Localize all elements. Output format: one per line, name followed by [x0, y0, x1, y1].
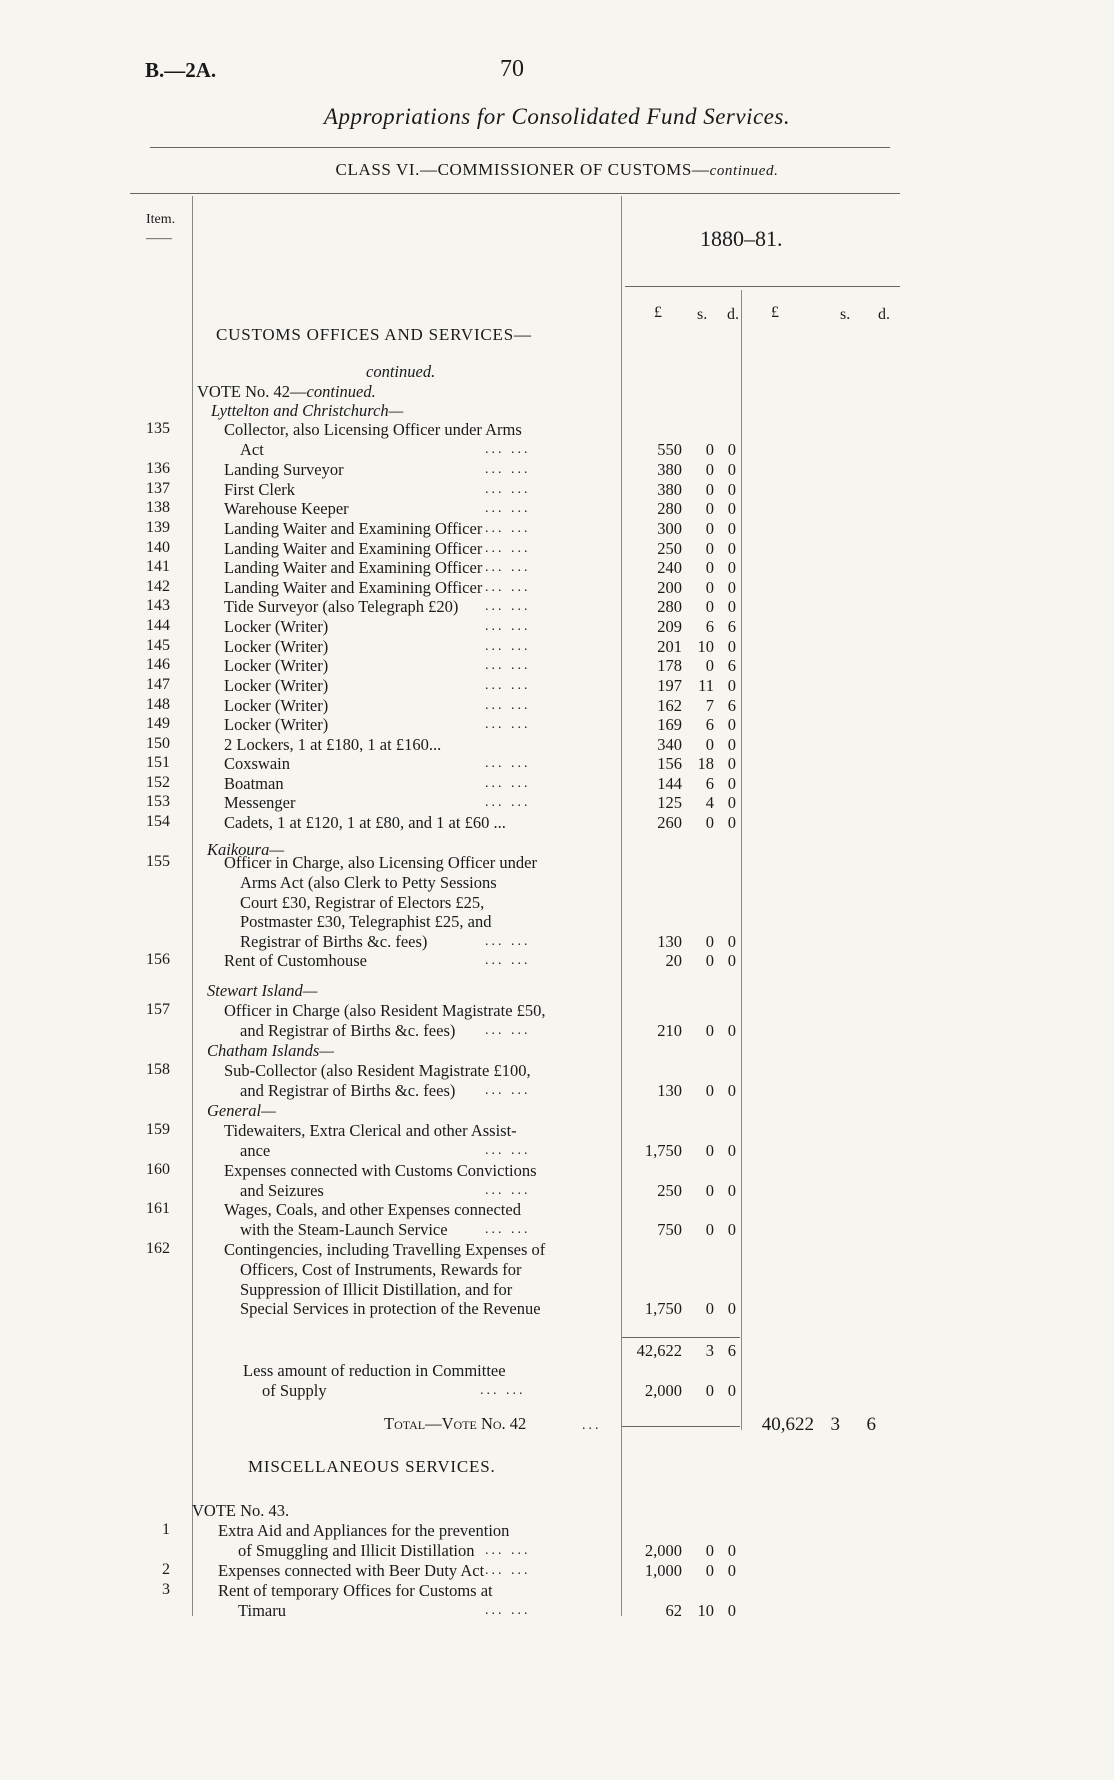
- vote-42-row-amount-pence: 0: [727, 637, 736, 656]
- vote-42-row-amount-shillings: 18: [697, 754, 714, 773]
- vote-42-row-amount-shillings: 0: [705, 932, 714, 952]
- page-number: 70: [500, 56, 524, 82]
- vote-42-row-description-line: Act: [240, 439, 264, 459]
- vote-42-row-amount-shillings: 0: [705, 1140, 714, 1160]
- vote-42-row-item-number: 150: [146, 735, 170, 752]
- vote-42-row-amount-pounds: 1,750: [644, 1140, 682, 1160]
- vote-42-row-leader-dots: ... ...: [485, 717, 531, 732]
- vote-42-row-description-line: Arms Act (also Clerk to Petty Sessions: [240, 872, 497, 892]
- vote-42-row-leader-dots: ... ...: [485, 678, 531, 693]
- vote-42-row-amount-pence: 0: [727, 951, 736, 970]
- vote-42-row-leader-dots: ... ...: [485, 501, 531, 516]
- vote-42-row-description-line: Landing Surveyor: [224, 460, 344, 479]
- vote-42-row-amount-pence: 0: [727, 754, 736, 773]
- vote-42-row-amount-shillings: 6: [705, 617, 714, 636]
- vote-42-row-amount-shillings: 0: [705, 1020, 714, 1040]
- vote-42-row-leader-dots: ... ...: [485, 698, 531, 713]
- vote-42-row-amount-shillings: 0: [705, 656, 714, 675]
- vote-42-row-leader-dots: ... ...: [485, 776, 531, 791]
- vote-43-row-amount-pence: 0: [727, 1540, 736, 1560]
- vote-42-row-amount-shillings: 0: [705, 951, 714, 970]
- vote-43-row-item-number: 2: [162, 1561, 170, 1578]
- vote-42-row-description-line: Contingencies, including Travelling Expenses of: [224, 1240, 546, 1259]
- vote-42-row-amount-shillings: 0: [705, 1219, 714, 1239]
- vote-42-row-amount-pounds: 1,750: [644, 1299, 682, 1319]
- vote-42-row-amount-pounds: 200: [657, 578, 682, 597]
- header-rule: [130, 193, 900, 194]
- vote-42-row-item-number: 151: [146, 754, 170, 771]
- vote-42-row-leader-dots: ... ...: [485, 658, 531, 673]
- shilling-header-1: s.: [697, 306, 708, 323]
- vote-42-row-amount-pence: 0: [727, 597, 736, 616]
- vote-42-row-amount-pounds: 209: [657, 617, 682, 636]
- vote-42-row-leader-dots: ... ...: [485, 639, 531, 654]
- vote-42-row-description-line: Warehouse Keeper: [224, 499, 349, 518]
- vote-42-row-amount-pence: 0: [727, 539, 736, 558]
- vote-42-row-item-number: 154: [146, 813, 170, 830]
- vote-43-row-leader-dots: ... ...: [485, 1542, 531, 1558]
- vote-42-row-item-number: 144: [146, 617, 170, 634]
- vote-42-row-amount-pence: 0: [727, 480, 736, 499]
- vote-42-row-description-line: Boatman: [224, 774, 284, 793]
- vote-42-row-amount-pence: 0: [727, 439, 736, 459]
- vote-42-row-amount-shillings: 6: [705, 715, 714, 734]
- vote-43-row-description-line: of Smuggling and Illicit Distillation: [238, 1540, 475, 1560]
- vote-42-row-description-line: 2 Lockers, 1 at £180, 1 at £160...: [224, 735, 442, 754]
- section-heading-customs: CUSTOMS OFFICES AND SERVICES—: [216, 325, 532, 344]
- vote-42-row-leader-dots: ... ...: [485, 795, 531, 810]
- vote-42-row-leader-dots: ... ...: [485, 1022, 531, 1038]
- vote-43-row-amount-shillings: 0: [705, 1540, 714, 1560]
- amount-column-rule: [621, 196, 622, 1616]
- vote-42-row-amount-shillings: 0: [705, 480, 714, 499]
- vote-42-row-amount-pounds: 280: [657, 499, 682, 518]
- item-column-rule: [192, 196, 193, 1616]
- class-heading: CLASS VI.—COMMISSIONER OF CUSTOMS—continued.: [335, 160, 779, 179]
- vote-43-row-leader-dots: ... ...: [485, 1602, 531, 1618]
- pound-header-1: £: [654, 304, 662, 321]
- subtotal-column-rule: [741, 290, 742, 1430]
- vote-42-row-amount-shillings: 0: [705, 460, 714, 479]
- vote-42-row-description-line: Coxswain: [224, 754, 290, 773]
- vote-42-row-amount-pounds: 250: [657, 1180, 682, 1200]
- subheading-kaikoura: Kaikoura—: [207, 840, 285, 859]
- vote-42-row-leader-dots: ... ...: [485, 619, 531, 634]
- vote-42-row-amount-shillings: 0: [705, 519, 714, 538]
- shilling-header-2: s.: [840, 306, 851, 323]
- document-ref: B.—2A.: [145, 58, 217, 82]
- vote-43-row-amount-shillings: 10: [697, 1600, 714, 1620]
- vote-42-row-item-number: 142: [146, 578, 170, 595]
- item-header-dash: ——: [146, 230, 172, 245]
- vote-42-row-description-line: Officer in Charge (also Resident Magistrate £50,: [224, 1001, 546, 1020]
- vote-42-row-description-line: with the Steam-Launch Service: [240, 1219, 448, 1239]
- vote-42-row-description-line: Cadets, 1 at £120, 1 at £80, and 1 at £60 ...: [224, 813, 506, 832]
- vote-42-row-leader-dots: ... ...: [485, 462, 531, 477]
- vote-42-row-amount-pounds: 280: [657, 597, 682, 616]
- vote-42-row-amount-shillings: 0: [705, 597, 714, 616]
- year-rule: [625, 286, 900, 287]
- vote-42-row-amount-shillings: 0: [705, 1180, 714, 1200]
- vote-43-row-description-line: Expenses connected with Beer Duty Act: [218, 1561, 485, 1580]
- vote-42-row-leader-dots: ... ...: [485, 1142, 531, 1158]
- vote-42-row-item-number: 148: [146, 696, 170, 713]
- vote-42-row-amount-pounds: 210: [657, 1020, 682, 1040]
- vote-42-row-item-number: 159: [146, 1121, 170, 1138]
- vote-42-row-amount-pence: 0: [727, 813, 736, 832]
- section-continued: continued.: [366, 362, 436, 381]
- vote-43-row-amount-shillings: 0: [705, 1561, 714, 1580]
- vote-42-row-item-number: 147: [146, 676, 170, 693]
- vote-42-row-amount-pounds: 240: [657, 558, 682, 577]
- vote-42-row-amount-shillings: 0: [705, 735, 714, 754]
- vote-42-row-amount-pounds: 340: [657, 735, 682, 754]
- pence-header-2: d.: [878, 306, 890, 323]
- vote-42-row-description-line: and Registrar of Births &c. fees): [240, 1020, 456, 1040]
- vote-42-heading: VOTE No. 42—continued.: [197, 382, 376, 401]
- vote-42-row-description-line: Landing Waiter and Examining Officer: [224, 539, 483, 558]
- vote-42-row-amount-pounds: 380: [657, 480, 682, 499]
- vote-42-row-leader-dots: ... ...: [485, 441, 531, 457]
- vote-42-row-amount-shillings: 0: [705, 539, 714, 558]
- vote-42-row-amount-pounds: 144: [657, 774, 682, 793]
- vote-42-row-item-number: 137: [146, 480, 170, 497]
- vote-42-row-leader-dots: ... ...: [485, 953, 531, 968]
- vote-43-row-description-line: Timaru: [238, 1600, 286, 1620]
- vote-42-row-item-number: 152: [146, 774, 170, 791]
- vote-42-row-item-number: 141: [146, 558, 170, 575]
- vote-42-row-item-number: 143: [146, 597, 170, 614]
- vote-43-row-amount-pounds: 2,000: [644, 1540, 682, 1560]
- vote-42-row-amount-pounds: 178: [657, 656, 682, 675]
- vote-42-row-amount-pence: 0: [727, 1299, 736, 1319]
- vote-42-row-amount-shillings: 0: [705, 1080, 714, 1100]
- vote-42-row-amount-shillings: 11: [698, 676, 714, 695]
- vote-42-row-amount-pence: 0: [727, 676, 736, 695]
- vote-42-row-description-line: Rent of Customhouse: [224, 951, 367, 970]
- vote-42-row-amount-pence: 6: [727, 696, 736, 715]
- vote-42-row-description-line: Landing Waiter and Examining Officer: [224, 558, 483, 577]
- vote-42-row-description-line: Officer in Charge, also Licensing Officer under: [224, 853, 537, 872]
- vote-42-row-description-line: Landing Waiter and Examining Officer: [224, 578, 483, 597]
- vote-42-row-description-line: Suppression of Illicit Distillation, and for: [240, 1279, 513, 1299]
- vote-42-row-description-line: Landing Waiter and Examining Officer: [224, 519, 483, 538]
- vote-42-row-item-number: 136: [146, 460, 170, 477]
- vote-43-row-description-line: Extra Aid and Appliances for the prevention: [218, 1521, 510, 1540]
- vote-42-row-amount-pence: 6: [727, 617, 736, 636]
- reduction-line-1: Less amount of reduction in Committee: [243, 1361, 506, 1380]
- vote-43-heading: VOTE No. 43.: [192, 1501, 290, 1520]
- vote-43-row-description-line: Rent of temporary Offices for Customs at: [218, 1581, 493, 1600]
- vote-42-row-item-number: 138: [146, 499, 170, 516]
- vote-42-row-item-number: 157: [146, 1001, 170, 1018]
- vote-42-row-amount-pounds: 162: [657, 696, 682, 715]
- vote-43-row-amount-pounds: 62: [665, 1600, 682, 1620]
- vote-42-row-amount-pence: 0: [727, 558, 736, 577]
- vote-42-row-description-line: Tidewaiters, Extra Clerical and other Assist-: [224, 1121, 517, 1140]
- vote-42-row-amount-pence: 0: [727, 1080, 736, 1100]
- reduction-pounds: 2,000: [644, 1381, 682, 1400]
- vote-42-row-amount-pence: 0: [727, 932, 736, 952]
- vote-42-row-item-number: 156: [146, 951, 170, 968]
- vote-42-row-description-line: Locker (Writer): [224, 637, 329, 656]
- vote-42-row-description-line: Collector, also Licensing Officer under Arms: [224, 420, 522, 439]
- vote-42-row-amount-pounds: 201: [657, 637, 682, 656]
- vote-42-row-description-line: First Clerk: [224, 480, 296, 499]
- total-pence: 6: [866, 1414, 876, 1435]
- vote-42-row-amount-pounds: 125: [657, 793, 682, 812]
- total-shillings: 3: [830, 1414, 840, 1435]
- vote-42-row-description-line: Tide Surveyor (also Telegraph £20): [224, 597, 459, 616]
- vote-42-row-description-line: Locker (Writer): [224, 656, 329, 675]
- vote-42-row-item-number: 162: [146, 1240, 170, 1257]
- vote-42-row-amount-pounds: 130: [657, 1080, 682, 1100]
- pound-header-2: £: [771, 304, 779, 321]
- vote-42-row-amount-shillings: 0: [705, 813, 714, 832]
- item-column-header: Item.: [146, 212, 176, 227]
- total-pounds: 40,622: [761, 1414, 814, 1435]
- vote-42-row-leader-dots: ... ...: [485, 1082, 531, 1098]
- vote-42-row-amount-pounds: 156: [657, 754, 682, 773]
- reduction-pence: 0: [727, 1381, 736, 1400]
- vote-42-row-amount-pence: 0: [727, 735, 736, 754]
- vote-42-row-amount-pence: 0: [727, 519, 736, 538]
- vote-42-row-leader-dots: ... ...: [485, 580, 531, 595]
- vote-42-row-description-line: Messenger: [224, 793, 296, 812]
- vote-42-row-amount-shillings: 6: [705, 774, 714, 793]
- subtotal-rule: [622, 1337, 740, 1338]
- vote-43-row-amount-pounds: 1,000: [644, 1561, 682, 1580]
- subtotal-shillings: 3: [705, 1341, 714, 1360]
- vote-42-row-description-line: Locker (Writer): [224, 696, 329, 715]
- vote-42-row-item-number: 135: [146, 420, 170, 437]
- vote-42-row-amount-pounds: 550: [657, 439, 682, 459]
- vote-42-row-leader-dots: ... ...: [485, 541, 531, 556]
- vote-42-row-amount-pence: 0: [727, 578, 736, 597]
- vote-42-row-description-line: Officers, Cost of Instruments, Rewards for: [240, 1259, 522, 1279]
- vote-42-row-description-line: Registrar of Births &c. fees): [240, 932, 428, 952]
- vote-42-row-item-number: 158: [146, 1061, 170, 1078]
- vote-42-row-item-number: 145: [146, 637, 170, 654]
- vote-42-row-amount-shillings: 0: [705, 578, 714, 597]
- vote-42-row-amount-pence: 0: [727, 1140, 736, 1160]
- section-heading-miscellaneous: MISCELLANEOUS SERVICES.: [248, 1457, 496, 1476]
- title-rule: [150, 147, 890, 148]
- vote-42-row-amount-pence: 0: [727, 774, 736, 793]
- vote-42-row-leader-dots: ... ...: [485, 934, 531, 950]
- vote-42-row-amount-shillings: 10: [697, 637, 714, 656]
- subheading-chatham-islands: Chatham Islands—: [207, 1041, 334, 1060]
- vote-42-row-leader-dots: ... ...: [485, 1221, 531, 1237]
- vote-42-row-description-line: Locker (Writer): [224, 617, 329, 636]
- vote-42-row-amount-pence: 0: [727, 1219, 736, 1239]
- subheading-lyttelton: Lyttelton and Christchurch—: [211, 401, 404, 420]
- reduction-leader: ... ...: [480, 1383, 526, 1398]
- vote-42-row-item-number: 139: [146, 519, 170, 536]
- vote-42-row-amount-pounds: 750: [657, 1219, 682, 1239]
- vote-43-row-leader-dots: ... ...: [485, 1563, 531, 1578]
- vote-42-row-leader-dots: ... ...: [485, 599, 531, 614]
- vote-42-row-amount-shillings: 0: [705, 558, 714, 577]
- vote-42-row-amount-shillings: 0: [705, 1299, 714, 1319]
- vote-42-row-amount-shillings: 4: [705, 793, 714, 812]
- vote-42-row-item-number: 140: [146, 539, 170, 556]
- vote-42-row-leader-dots: ... ...: [485, 521, 531, 536]
- year-header: 1880–81.: [700, 226, 783, 251]
- vote-42-row-description-line: Sub-Collector (also Resident Magistrate £100,: [224, 1061, 531, 1080]
- vote-42-row-amount-pence: 0: [727, 715, 736, 734]
- vote-42-row-description-line: Wages, Coals, and other Expenses connected: [224, 1200, 521, 1219]
- vote-42-row-description-line: Court £30, Registrar of Electors £25,: [240, 892, 485, 912]
- vote-42-row-amount-pence: 0: [727, 499, 736, 518]
- vote-42-row-amount-pounds: 197: [657, 676, 682, 695]
- vote-42-row-item-number: 160: [146, 1161, 170, 1178]
- reduction-shillings: 0: [705, 1381, 714, 1400]
- vote-42-row-leader-dots: ... ...: [485, 482, 531, 497]
- vote-43-row-item-number: 3: [162, 1581, 170, 1598]
- vote-42-row-amount-shillings: 7: [705, 696, 714, 715]
- subtotal-pence: 6: [727, 1341, 736, 1360]
- subtotal-pounds: 42,622: [636, 1341, 682, 1360]
- vote-42-row-amount-pence: 0: [727, 1020, 736, 1040]
- vote-42-row-amount-pounds: 300: [657, 519, 682, 538]
- vote-42-row-amount-pounds: 169: [657, 715, 682, 734]
- total-rule: [622, 1426, 740, 1427]
- vote-42-row-leader-dots: ... ...: [485, 560, 531, 575]
- vote-42-row-amount-pounds: 20: [665, 951, 682, 970]
- vote-43-row-amount-pence: 0: [727, 1600, 736, 1620]
- vote-42-row-amount-pounds: 250: [657, 539, 682, 558]
- vote-42-row-description-line: Special Services in protection of the Revenue: [240, 1299, 541, 1319]
- vote-43-row-amount-pence: 0: [727, 1561, 736, 1580]
- vote-42-row-amount-pence: 0: [727, 460, 736, 479]
- vote-42-row-description-line: and Registrar of Births &c. fees): [240, 1080, 456, 1100]
- vote-42-row-item-number: 153: [146, 793, 170, 810]
- vote-42-row-item-number: 155: [146, 853, 170, 870]
- total-label: Total—Vote No. 42: [384, 1414, 527, 1433]
- vote-42-row-amount-pounds: 130: [657, 932, 682, 952]
- subheading-general: General—: [207, 1101, 276, 1120]
- reduction-line-2: of Supply: [262, 1381, 327, 1400]
- vote-43-row-item-number: 1: [162, 1521, 170, 1538]
- vote-42-row-amount-pounds: 380: [657, 460, 682, 479]
- vote-42-row-amount-pence: 0: [727, 1180, 736, 1200]
- total-leader: ...: [582, 1418, 602, 1433]
- vote-42-row-description-line: Expenses connected with Customs Convictions: [224, 1161, 537, 1180]
- vote-42-row-description-line: ance: [240, 1140, 271, 1160]
- pence-header-1: d.: [727, 306, 739, 323]
- vote-42-row-item-number: 161: [146, 1200, 170, 1217]
- page-title: Appropriations for Consolidated Fund Services.: [323, 104, 791, 129]
- vote-42-row-description-line: Postmaster £30, Telegraphist £25, and: [240, 912, 492, 932]
- vote-42-row-amount-pence: 0: [727, 793, 736, 812]
- vote-42-row-description-line: and Seizures: [240, 1180, 324, 1200]
- vote-42-row-amount-shillings: 0: [705, 499, 714, 518]
- subheading-stewart-island: Stewart Island—: [207, 981, 318, 1000]
- vote-42-row-item-number: 146: [146, 656, 170, 673]
- vote-42-row-leader-dots: ... ...: [485, 1182, 531, 1198]
- vote-42-row-description-line: Locker (Writer): [224, 676, 329, 695]
- vote-42-row-description-line: Locker (Writer): [224, 715, 329, 734]
- vote-42-row-amount-pence: 6: [727, 656, 736, 675]
- vote-42-row-leader-dots: ... ...: [485, 756, 531, 771]
- vote-42-row-amount-pounds: 260: [657, 813, 682, 832]
- vote-42-row-item-number: 149: [146, 715, 170, 732]
- vote-42-row-amount-shillings: 0: [705, 439, 714, 459]
